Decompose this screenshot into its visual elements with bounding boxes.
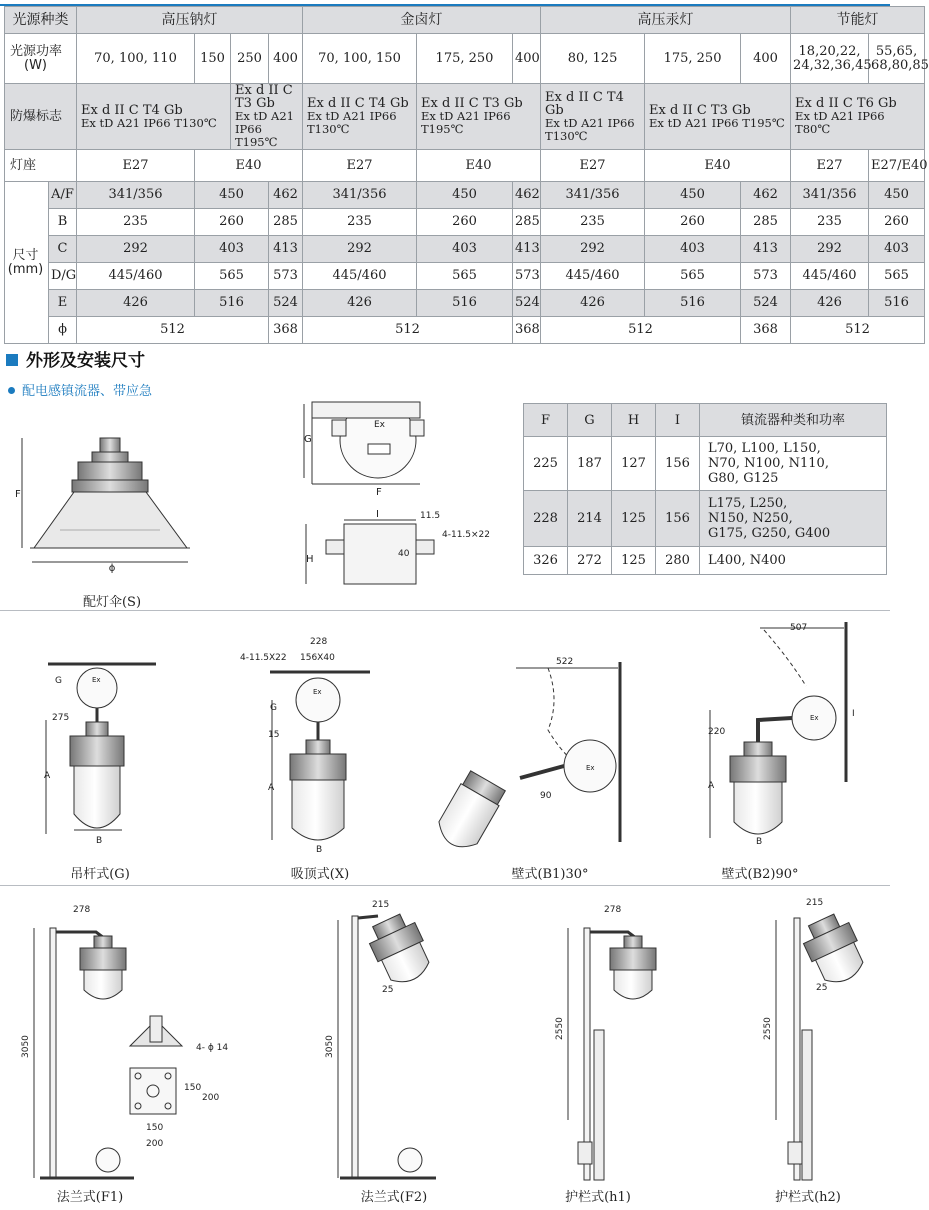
ceiling-fixture: [270, 672, 370, 840]
size-cell: 565: [417, 263, 513, 290]
power-cell: 55,65, 68,80,85: [869, 34, 925, 84]
size-cell: 341/356: [791, 182, 869, 209]
size-cell: 413: [741, 236, 791, 263]
caption-reflector: 配灯伞(S): [82, 595, 142, 610]
size-cell: 292: [791, 236, 869, 263]
dim-G-pendant: G: [55, 676, 62, 686]
dim-220: 220: [708, 727, 726, 737]
dim-15: 15: [268, 730, 280, 740]
rail1-fixture: [568, 928, 656, 1180]
dim-215-h2: 215: [806, 898, 824, 908]
size-label: 尺寸 (mm): [5, 182, 49, 344]
dim-F2: F: [376, 487, 382, 498]
ballast-header: H: [612, 404, 656, 437]
ballast-header: G: [568, 404, 612, 437]
dim-A-pendant: A: [44, 771, 51, 781]
ballast-cell: 228: [524, 491, 568, 547]
size-cell: 462: [741, 182, 791, 209]
size-cell: 260: [195, 209, 269, 236]
dim-150-v: 150: [184, 1083, 202, 1093]
section-title: 外形及安装尺寸: [6, 346, 145, 371]
size-key: ϕ: [49, 317, 77, 344]
size-cell: 403: [869, 236, 925, 263]
base-cell: E27: [77, 150, 195, 182]
size-cell: 450: [645, 182, 741, 209]
dim-A-ceiling: A: [268, 783, 275, 793]
base-cell: E40: [645, 150, 791, 182]
size-key: D/G: [49, 263, 77, 290]
dim-hole-phi14: 4- ϕ 14: [196, 1043, 229, 1053]
ballast-cell: 214: [568, 491, 612, 547]
size-cell: 450: [195, 182, 269, 209]
dim-25-h2: 25: [816, 983, 828, 993]
dim-F: F: [15, 489, 21, 500]
size-cell: 565: [645, 263, 741, 290]
dim-200-h: 200: [146, 1139, 164, 1149]
dim-phi: ϕ: [108, 563, 116, 574]
dim-3050-f1: 3050: [21, 1035, 31, 1058]
base-cell: E27: [541, 150, 645, 182]
size-cell: 516: [195, 290, 269, 317]
size-cell: 445/460: [77, 263, 195, 290]
header-mh: 金卤灯: [303, 7, 541, 34]
size-cell: 445/460: [303, 263, 417, 290]
ex-cell: Ex d II C T3 Gb Ex tD A21 IP66 T195℃: [231, 84, 303, 150]
dim-hole-ceiling: 4-11.5X22: [240, 653, 287, 663]
size-key: E: [49, 290, 77, 317]
size-cell: 235: [541, 209, 645, 236]
size-cell: 524: [741, 290, 791, 317]
dim-228: 228: [310, 637, 328, 647]
ballast-cell: 125: [612, 491, 656, 547]
dim-507: 507: [790, 623, 808, 633]
caption-pendant: 吊杆式(G): [70, 867, 130, 882]
size-cell: 260: [417, 209, 513, 236]
size-cell: 235: [303, 209, 417, 236]
ballast-types: L175, L250, N150, N250, G175, G250, G400: [700, 491, 887, 547]
ex-label: 防爆标志: [5, 84, 77, 150]
ballast-box-top: [304, 402, 424, 484]
size-cell: 235: [791, 209, 869, 236]
dim-90: 90: [540, 791, 552, 801]
wall30-fixture: [432, 662, 620, 855]
dim-I: I: [376, 509, 379, 520]
caption-wall90: 壁式(B2)90°: [721, 867, 799, 882]
size-cell: 426: [77, 290, 195, 317]
header-light-type: 光源种类: [5, 7, 77, 34]
dim-2550-h2: 2550: [763, 1017, 773, 1040]
size-cell: 445/460: [791, 263, 869, 290]
size-cell: 285: [741, 209, 791, 236]
size-cell: 573: [269, 263, 303, 290]
ballast-cell: 326: [524, 547, 568, 575]
ballast-types: L400, N400: [700, 547, 887, 575]
size-cell: 413: [513, 236, 541, 263]
dim-11-5: 11.5: [420, 511, 441, 521]
power-cell: 400: [513, 34, 541, 84]
dim-278-f1: 278: [73, 905, 91, 915]
size-cell: 285: [513, 209, 541, 236]
power-cell: 400: [269, 34, 303, 84]
dim-522: 522: [556, 657, 574, 667]
power-cell: 250: [231, 34, 269, 84]
caption-wall30: 壁式(B1)30°: [511, 867, 589, 882]
ballast-types: L70, L100, L150, N70, N100, N110, G80, G125: [700, 437, 887, 491]
power-cell: 175, 250: [645, 34, 741, 84]
size-cell: 292: [541, 236, 645, 263]
size-cell: 512: [77, 317, 269, 344]
size-key: B: [49, 209, 77, 236]
header-cfl: 节能灯: [791, 7, 925, 34]
size-cell: 235: [77, 209, 195, 236]
size-cell: 516: [645, 290, 741, 317]
ex-mark: Ex: [586, 764, 595, 772]
ballast-cell: 187: [568, 437, 612, 491]
ballast-cell: 280: [656, 547, 700, 575]
size-cell: 573: [741, 263, 791, 290]
ballast-cell: 156: [656, 491, 700, 547]
ballast-cell: 127: [612, 437, 656, 491]
dim-A-wall: A: [708, 781, 715, 791]
ballast-header: F: [524, 404, 568, 437]
dim-2550-h1: 2550: [555, 1017, 565, 1040]
dim-G-ceiling: G: [270, 703, 277, 713]
size-cell: 524: [513, 290, 541, 317]
dim-B-ceiling: B: [316, 845, 323, 855]
caption-rail1: 护栏式(h1): [565, 1190, 631, 1205]
ex-cell: Ex d II C T3 Gb Ex tD A21 IP66 T195℃: [645, 84, 791, 150]
size-cell: 403: [195, 236, 269, 263]
header-hg: 高压汞灯: [541, 7, 791, 34]
ex-mark: Ex: [374, 420, 386, 430]
size-cell: 512: [791, 317, 925, 344]
ex-cell: Ex d II C T3 Gb Ex tD A21 IP66 T195℃: [417, 84, 541, 150]
size-cell: 292: [303, 236, 417, 263]
ballast-cell: 272: [568, 547, 612, 575]
ex-mark: Ex: [313, 688, 322, 696]
size-cell: 341/356: [541, 182, 645, 209]
ex-cell: Ex d II C T4 Gb Ex tD A21 IP66 T130℃: [303, 84, 417, 150]
size-cell: 413: [269, 236, 303, 263]
base-cell: E27/E40: [869, 150, 925, 182]
pendant-fixture: [46, 664, 156, 834]
caption-flange2: 法兰式(F2): [360, 1190, 428, 1205]
dim-hole: 4-11.5×22: [442, 530, 491, 540]
caption-ceiling: 吸顶式(X): [290, 867, 350, 882]
power-label: 光源功率 (W): [5, 34, 77, 84]
power-cell: 18,20,22, 24,32,36,45: [791, 34, 869, 84]
dim-B-pendant: B: [96, 836, 103, 846]
ballast-cell: 125: [612, 547, 656, 575]
power-cell: 70, 100, 150: [303, 34, 417, 84]
size-cell: 260: [645, 209, 741, 236]
base-cell: E40: [417, 150, 541, 182]
size-cell: 426: [303, 290, 417, 317]
size-cell: 450: [869, 182, 925, 209]
size-cell: 285: [269, 209, 303, 236]
size-cell: 512: [303, 317, 513, 344]
rail2-fixture: [776, 910, 870, 1180]
ballast-header: I: [656, 404, 700, 437]
size-cell: 512: [541, 317, 741, 344]
dim-25-f2: 25: [382, 985, 394, 995]
size-key: C: [49, 236, 77, 263]
caption-flange1: 法兰式(F1): [56, 1190, 124, 1205]
size-cell: 565: [869, 263, 925, 290]
size-cell: 368: [269, 317, 303, 344]
size-cell: 450: [417, 182, 513, 209]
base-cell: E40: [195, 150, 303, 182]
caption-rail2: 护栏式(h2): [775, 1190, 841, 1205]
size-cell: 341/356: [77, 182, 195, 209]
ex-mark: Ex: [810, 714, 819, 722]
ex-cell: Ex d II C T4 Gb Ex tD A21 IP66 T130℃: [77, 84, 231, 150]
size-cell: 403: [645, 236, 741, 263]
dim-275: 275: [52, 713, 70, 723]
size-cell: 573: [513, 263, 541, 290]
dim-200-v: 200: [202, 1093, 220, 1103]
size-cell: 516: [869, 290, 925, 317]
size-cell: 565: [195, 263, 269, 290]
base-cell: E27: [791, 150, 869, 182]
size-cell: 516: [417, 290, 513, 317]
dim-40: 40: [398, 549, 410, 559]
wall90-fixture: [710, 622, 846, 838]
dim-156x40: 156X40: [300, 653, 335, 663]
size-cell: 462: [269, 182, 303, 209]
header-hps: 高压钠灯: [77, 7, 303, 34]
base-cell: E27: [303, 150, 417, 182]
ballast-header: 镇流器种类和功率: [700, 404, 887, 437]
size-key: A/F: [49, 182, 77, 209]
ex-mark: Ex: [92, 676, 101, 684]
ballast-box-side: [306, 520, 434, 584]
flange2-fixture: [338, 910, 436, 1178]
size-cell: 341/356: [303, 182, 417, 209]
power-cell: 80, 125: [541, 34, 645, 84]
dim-3050-f2: 3050: [325, 1035, 335, 1058]
dim-215-f2: 215: [372, 900, 390, 910]
ex-cell: Ex d II C T6 Gb Ex tD A21 IP66 T80℃: [791, 84, 925, 150]
size-cell: 426: [791, 290, 869, 317]
subtitle: 配电感镇流器、带应急: [8, 380, 152, 399]
base-label: 灯座: [5, 150, 77, 182]
size-cell: 524: [269, 290, 303, 317]
size-cell: 426: [541, 290, 645, 317]
ballast-cell: 156: [656, 437, 700, 491]
power-cell: 175, 250: [417, 34, 513, 84]
size-cell: 462: [513, 182, 541, 209]
reflector-fixture: [22, 438, 190, 562]
power-cell: 70, 100, 110: [77, 34, 195, 84]
size-cell: 368: [741, 317, 791, 344]
size-cell: 368: [513, 317, 541, 344]
size-cell: 445/460: [541, 263, 645, 290]
power-cell: 150: [195, 34, 231, 84]
size-cell: 292: [77, 236, 195, 263]
dim-H: H: [306, 554, 314, 565]
size-cell: 403: [417, 236, 513, 263]
power-cell: 400: [741, 34, 791, 84]
ballast-cell: 225: [524, 437, 568, 491]
dim-I-wall: I: [852, 709, 855, 719]
size-cell: 260: [869, 209, 925, 236]
dim-B-wall: B: [756, 837, 763, 847]
dim-G: G: [304, 434, 312, 445]
ex-cell: Ex d II C T4 Gb Ex tD A21 IP66 T130℃: [541, 84, 645, 150]
dim-278-h1: 278: [604, 905, 622, 915]
dim-150-h: 150: [146, 1123, 164, 1133]
